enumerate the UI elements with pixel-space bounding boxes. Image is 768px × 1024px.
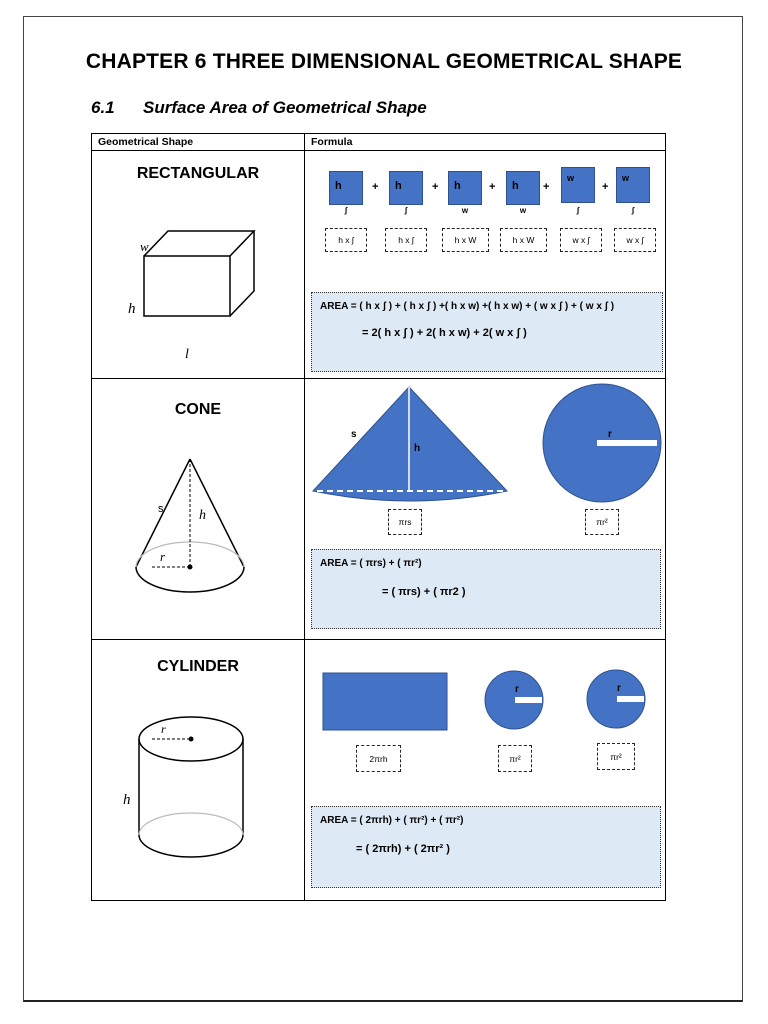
dim-h-label: h [128, 301, 136, 317]
plus-2: + [432, 181, 439, 193]
cone-area-line2: = ( πrs) + ( πr2 ) [382, 586, 466, 598]
section-heading [91, 98, 427, 118]
shape-name-cylinder: CYLINDER [157, 658, 239, 675]
surface-area-table [91, 133, 666, 901]
product-box-4: h x W [500, 228, 547, 252]
sector-label-s: s [351, 429, 357, 440]
cyl-area-line1: AREA = ( 2πrh) + ( πr²) + ( πr²) [320, 815, 464, 826]
plus-4: + [543, 181, 550, 193]
product-box-6: w x ʃ [614, 228, 656, 252]
shape-name-cone: CONE [174, 401, 222, 418]
section-title: Surface Area of Geometrical Shape [143, 98, 427, 117]
box-figure [92, 151, 304, 378]
cyl-box-pr2-b: πr² [597, 743, 635, 770]
area-formula-line2: = 2( h x ʃ ) + 2( h x w) + 2( w x ʃ ) [362, 327, 527, 339]
cone-figure [92, 379, 304, 639]
shape-cell-rectangular [92, 151, 305, 379]
cone-area-line1: AREA = ( πrs) + ( πr²) [320, 558, 422, 569]
cone-dim-h: h [199, 508, 206, 523]
cone-dim-s: s [158, 503, 164, 515]
face-sub-5: ʃ [576, 206, 580, 215]
header-formula: Formula [305, 134, 666, 151]
circle-label-r: r [608, 429, 612, 440]
formula-cell-rectangular [305, 151, 666, 379]
table-row-rectangular [92, 151, 666, 379]
plus-1: + [372, 181, 379, 193]
table-header-row [92, 134, 666, 151]
area-box-cone [311, 549, 661, 629]
dim-w-label: w [140, 239, 149, 254]
plus-3: + [489, 181, 496, 193]
cyl-circle1-label: r [515, 684, 519, 695]
cone-box-pr2: πr² [585, 509, 619, 535]
face-sub-1: ʃ [344, 206, 348, 215]
face-square-1: h [329, 171, 363, 205]
formula-cell-cylinder [305, 640, 666, 901]
product-box-5: w x ʃ [560, 228, 602, 252]
face-square-6: w [616, 167, 650, 203]
face-sub-3: w [461, 206, 469, 215]
cone-box-prs: πrs [388, 509, 422, 535]
header-shape: Geometrical Shape [92, 134, 305, 151]
face-sub-4: w [519, 206, 527, 215]
face-square-2: h [389, 171, 423, 205]
dim-l-label: l [185, 347, 189, 362]
product-box-2: h x ʃ [385, 228, 427, 252]
face-sub-2: ʃ [404, 206, 408, 215]
face-square-3: h [448, 171, 482, 205]
plus-5: + [602, 181, 609, 193]
face-square-5: w [561, 167, 595, 203]
cyl-circle2-label: r [617, 683, 621, 694]
area-box-rectangular [311, 292, 663, 372]
area-formula-line1: AREA = ( h x ʃ ) + ( h x ʃ ) +( h x w) +( h x w) + ( w x ʃ ) + ( w x ʃ ) [320, 301, 615, 312]
section-number: 6.1 [91, 98, 115, 117]
table-row-cylinder [92, 640, 666, 901]
area-box-cylinder [311, 806, 661, 888]
cyl-area-line2: = ( 2πrh) + ( 2πr² ) [356, 843, 450, 855]
cyl-dim-r: r [161, 722, 166, 736]
formula-cell-cone [305, 379, 666, 640]
face-square-4: h [506, 171, 540, 205]
cyl-box-pr2-a: πr² [498, 745, 532, 772]
sector-label-h: h [414, 443, 421, 454]
shape-name-rectangular: RECTANGULAR [136, 165, 260, 182]
cyl-dim-h: h [123, 792, 131, 808]
shape-cell-cylinder [92, 640, 305, 901]
shape-cell-cone [92, 379, 305, 640]
table-row-cone [92, 379, 666, 640]
cylinder-figure [92, 640, 304, 900]
face-sub-6: ʃ [631, 206, 635, 215]
chapter-title: CHAPTER 6 THREE DIMENSIONAL GEOMETRICAL SHAPE [85, 50, 683, 73]
product-box-1: h x ʃ [325, 228, 367, 252]
product-box-3: h x W [442, 228, 489, 252]
cyl-box-2prh: 2πrh [356, 745, 401, 772]
cone-dim-r: r [160, 549, 166, 564]
